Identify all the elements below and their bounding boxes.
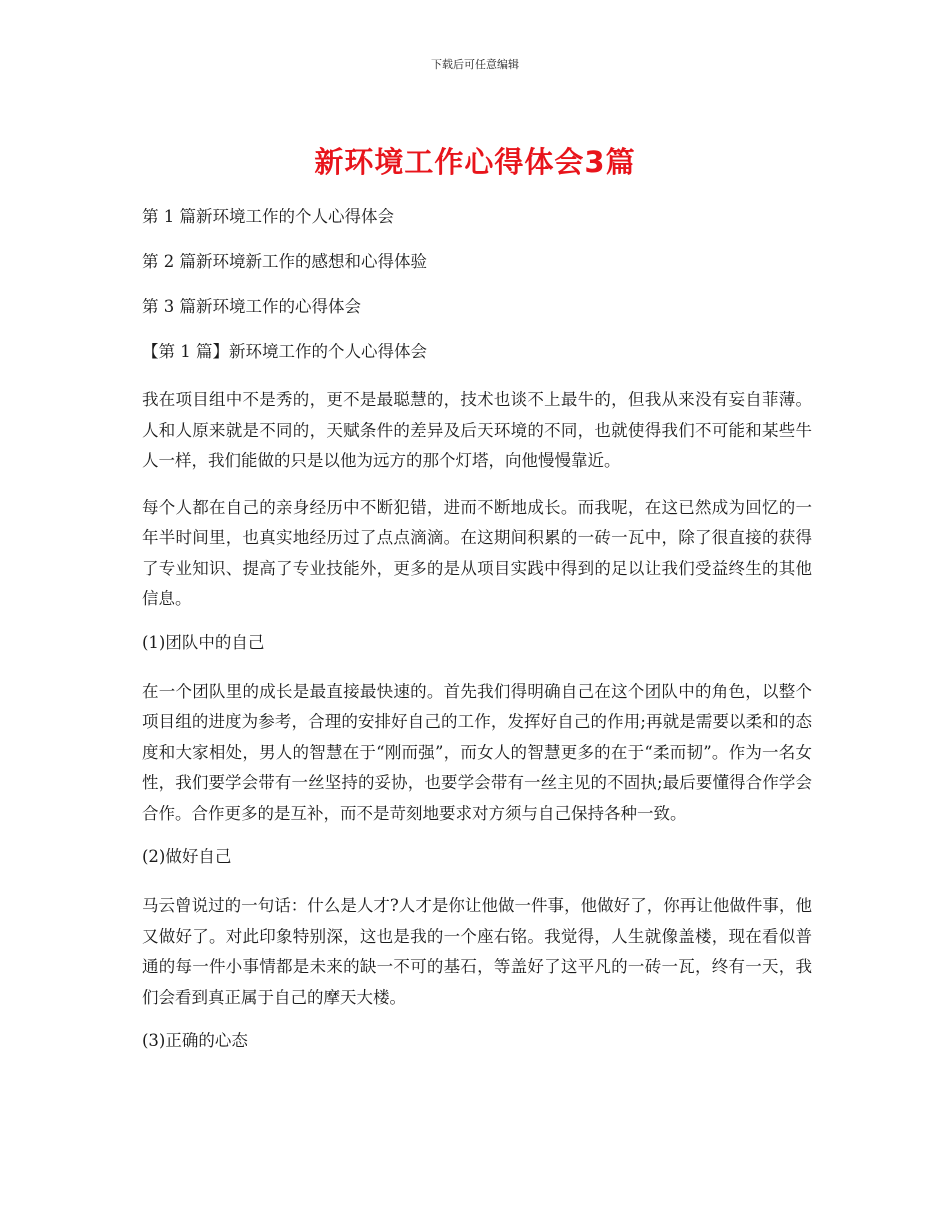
paragraph: 在一个团队里的成长是最直接最快速的。首先我们得明确自己在这个团队中的角色，以整个项目组的进度为参考，合理的安排好自己的工作，发挥好自己的作用;再就是需要以柔和的态度和大家相处，男人的智慧在于“刚而强”，而女人的智慧更多的在于“柔而韧”。作为一名女性，我们要学会带有一丝坚持的妥协，也要学会带有一丝主见的不固执;最后要懂得合作学会合作。合作更多的是互补，而不是苛刻地要求对方须与自己保持各种一致。 xyxy=(142,681,812,823)
section-heading: 【第 1 篇】新环境工作的个人心得体会 xyxy=(142,342,427,361)
document-body xyxy=(142,205,812,1075)
paragraph: 马云曾说过的一句话：什么是人才?人才是你让他做一件事，他做好了，你再让他做件事，他又做好了。对此印象特别深，这也是我的一个座右铭。我觉得，人生就像盖楼，现在看似普通的每一件小事情都是未来的缺一不可的基石，等盖好了这平凡的一砖一瓦，终有一天，我们会看到真正属于自己的摩天大楼。 xyxy=(142,896,812,1007)
toc-item: 第 1 篇新环境工作的个人心得体会 xyxy=(142,207,394,226)
subsection-heading: (2)做好自己 xyxy=(142,847,232,866)
toc-item: 第 2 篇新环境新工作的感想和心得体验 xyxy=(142,252,427,271)
subsection-heading: (1)团队中的自己 xyxy=(142,632,265,652)
header-note: 下载后可任意编辑 xyxy=(431,58,519,71)
document-title: 新环境工作心得体会3篇 xyxy=(314,145,636,179)
paragraph: 每个人都在自己的亲身经历中不断犯错，进而不断地成长。而我呢，在这已然成为回忆的一年半时间里，也真实地经历过了点点滴滴。在这期间积累的一砖一瓦中，除了很直接的获得了专业知识、提高了专业技能外，更多的是从项目实践中得到的足以让我们受益终生的其他信息。 xyxy=(142,497,812,608)
paragraph: 我在项目组中不是秀的，更不是最聪慧的，技术也谈不上最牛的，但我从来没有妄自菲薄。人和人原来就是不同的，天赋条件的差异及后天环境的不同，也就使得我们不可能和某些牛人一样，我们能做的只是以他为远方的那个灯塔，向他慢慢靠近。 xyxy=(142,390,812,470)
subsection-heading: (3)正确的心态 xyxy=(142,1031,248,1050)
toc-item: 第 3 篇新环境工作的心得体会 xyxy=(142,297,361,316)
